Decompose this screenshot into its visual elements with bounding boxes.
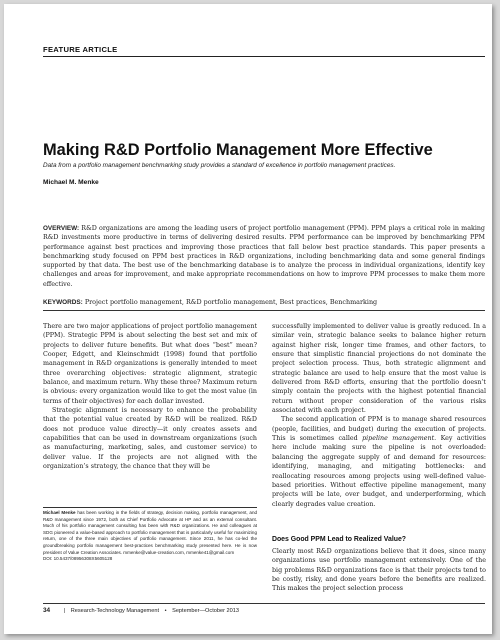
bio-text: has been working in the fields of strategy, decision making, portfolio management, and R&D management since 1972, both as Chief Portfolio Advocate at HP and as an external consultant. Much of his portfolio management consulting has been with R&D organizations. He and colleagues at SDG pioneered a value-based approach to portfolio management that is particularly useful for maximizing return, one of the three main objectives of portfolio management. Since 2011, he has co-led the groundbreaking portfolio management best-practices benchmarking study presented here. He is now president of Value Creation Associates. mmenke@value-creation.com, mmenke41@gmail.com [43,510,258,555]
section-label: FEATURE ARTICLE [43,45,118,54]
page-footer [43,607,239,614]
right-paragraph-2 [272,415,486,508]
overview-abstract [43,224,485,289]
pipeline-management-term: pipeline management [362,435,435,443]
right-column-continued [272,547,486,594]
left-paragraph-1: There are two major applications of project portfolio management (PPM). Strategic PPM is about selecting the best set and mix of projects to deliver future benefits. But what does “best” mean? Cooper, Edgett, and Kleinschmidt (1998) found that portfolio management in R&D organizations is generally intended to meet three overarching objectives: strategic alignment, strategic balance, and maximum return. Why these three? Maximum return is obvious: every organization would like to get the most value (in terms of their objectives) for each dollar invested. [43,323,257,405]
article-subtitle: Data from a portfolio management benchmarking study provides a standard of excellence in portfolio management practices. [43,162,396,169]
right-paragraph-2-b: . Key activities here include making sure the pipeline is not overloaded: balancing the aggregate supply of and demand for resources: identifying, managing, and mitigating bottlenecks: and reallocating resources among projects using well-defined value-based priorities. Without effective pipeline management, many projects will be late, over budget, and underperforming, which clearly degrades value creation. [272,435,486,508]
section-subhead: Does Good PPM Lead to Realized Value? [272,536,407,543]
journal-name: Research-Technology Management [70,608,159,614]
overview-label: OVERVIEW: [43,225,80,232]
right-paragraph-3: Clearly most R&D organizations believe that it does, since many organizations use portfolio management extensively. One of the big problems R&D organizations face is that their projects tend to be costly, risky, and done years before the benefits are realized. This makes the project selection process [272,548,486,593]
footer-rule [43,603,485,604]
left-paragraph-2: Strategic alignment is necessary to enhance the probability that the potential value created by R&D will be realized. R&D does not produce value directly—it only creates assets and capabilities that can be used in downstream organizations (such as manufacturing, marketing, sales, and customer service) to deliver value. If the projects are not aligned with the organization’s strategy, the chance that they will be [43,407,257,471]
keywords-text: Project portfolio management, R&D portfolio management, Best practices, Benchmarking [84,298,378,306]
left-column [43,322,257,472]
journal-issue: September—October 2013 [172,608,239,614]
page-number: 34 [43,607,51,614]
keywords-label: KEYWORDS: [43,299,83,306]
right-paragraph-1: successfully implemented to deliver value is greatly reduced. In a similar vein, strategic balance seeks to balance higher return against higher risk, longer time frames, and other factors, to ensure that simplistic financial projections do not dominate the project selection process. Thus, both strategic alignment and strategic balance are used to help ensure that the most value is delivered from R&D efforts, ensuring that the portfolio doesn’t simply contain the projects with the highest potential financial return without proper consideration of the various risks associated with each project. [272,323,486,415]
abstract-rule [43,310,485,311]
article-author: Michael M. Menke [43,179,99,186]
right-paragraph-2-a: The second application of PPM is to manage shared resources (people, facilities, and budget) during the execution of projects. This is sometimes called [272,416,486,443]
right-column [272,322,486,509]
author-bio [43,510,257,563]
bio-rule [43,507,257,508]
footer-separator: | [63,608,66,614]
overview-text: R&D organizations are among the leading users of project portfolio management (PPM). PPM plays a critical role in making R&D investments more productive in terms of delivering desired results. PPM performance can be improved by benchmarking PPM performance against best practices and improving those practices that fall below best practice standards. This paper presents a benchmarking study focused on PPM best practices in R&D organizations, including benchmarking data and some general findings supported by that data. The best use of the benchmarking database is to analyze the process in individual organizations, identify key challenges and areas for improvement, and make appropriate recommendations on how to improve PPM processes to make them more effective. [43,225,485,288]
footer-bullet: • [164,608,167,614]
bio-author-name: Michael Menke [43,510,76,515]
keywords [43,298,485,306]
article-title: Making R&D Portfolio Management More Effective [43,141,433,159]
bio-doi: DOI: 10.5437/08956308X5605128 [43,556,113,562]
header-rule [43,56,485,57]
journal-page [4,4,492,634]
